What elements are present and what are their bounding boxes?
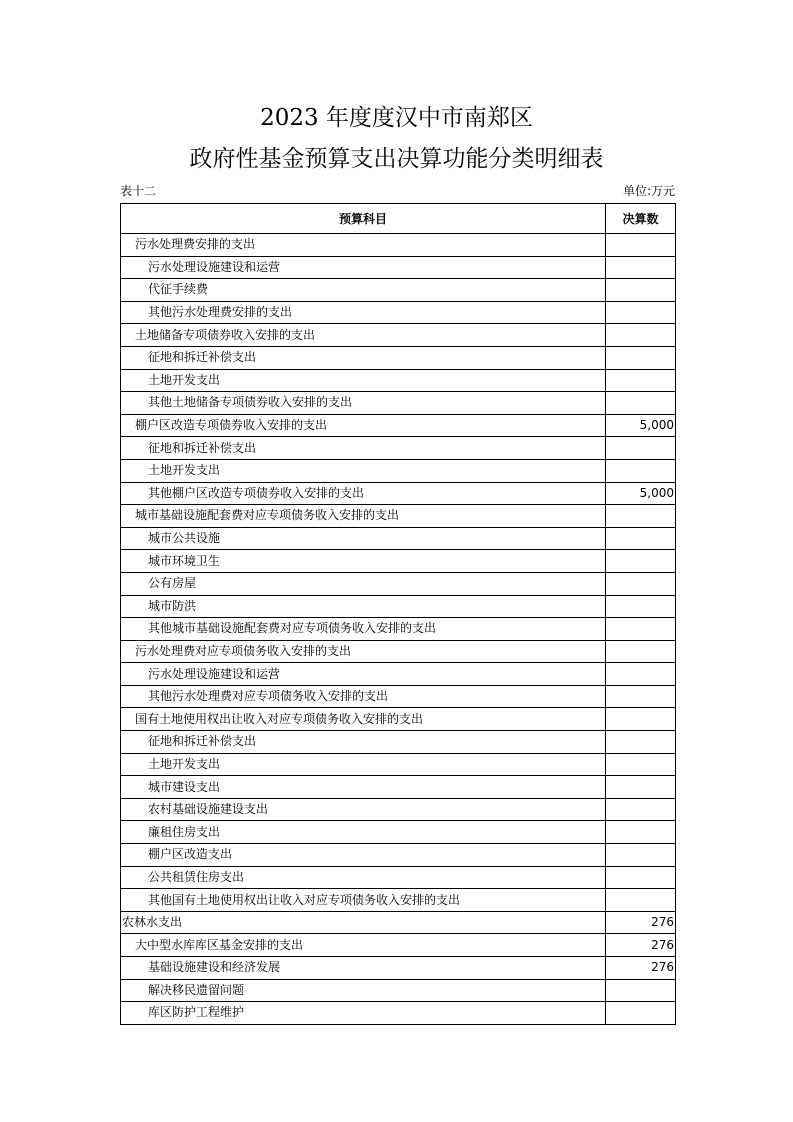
row-amount <box>606 459 676 482</box>
row-amount <box>606 437 676 460</box>
row-item-name: 其他污水处理费对应专项债务收入安排的支出 <box>121 685 606 708</box>
table-row <box>121 866 676 889</box>
row-item-name: 公共租赁住房支出 <box>121 866 606 889</box>
row-amount <box>606 595 676 618</box>
row-item-name: 土地储备专项债券收入安排的支出 <box>121 324 606 347</box>
table-row <box>121 234 676 257</box>
row-item-name: 代征手续费 <box>121 279 606 302</box>
table-row <box>121 708 676 731</box>
row-item-name: 城市公共设施 <box>121 527 606 550</box>
table-header-row <box>121 204 676 234</box>
row-amount <box>606 369 676 392</box>
row-amount <box>606 256 676 279</box>
row-item-name: 其他污水处理费安排的支出 <box>121 301 606 324</box>
row-amount <box>606 979 676 1002</box>
row-item-name: 征地和拆迁补偿支出 <box>121 437 606 460</box>
table-row <box>121 979 676 1002</box>
budget-table <box>120 203 676 1025</box>
row-item-name: 解决移民遗留问题 <box>121 979 606 1002</box>
table-row <box>121 776 676 799</box>
row-item-name: 库区防护工程维护 <box>121 1002 606 1025</box>
table-number: 表十二 <box>120 184 157 198</box>
row-amount <box>606 798 676 821</box>
row-item-name: 棚户区改造支出 <box>121 844 606 867</box>
row-amount <box>606 392 676 415</box>
table-row <box>121 685 676 708</box>
table-row <box>121 550 676 573</box>
document-title-line1: 2023 年度度汉中市南郑区 <box>260 105 533 131</box>
row-item-name: 征地和拆迁补偿支出 <box>121 731 606 754</box>
row-amount <box>606 866 676 889</box>
row-amount <box>606 618 676 641</box>
row-item-name: 大中型水库库区基金安排的支出 <box>121 934 606 957</box>
row-item-name: 其他城市基础设施配套费对应专项债务收入安排的支出 <box>121 618 606 641</box>
row-item-name: 污水处理费对应专项债务收入安排的支出 <box>121 640 606 663</box>
row-item-name: 污水处理费安排的支出 <box>121 234 606 257</box>
row-amount <box>606 685 676 708</box>
document-title-line2: 政府性基金预算支出决算功能分类明细表 <box>189 146 604 172</box>
row-amount <box>606 640 676 663</box>
row-item-name: 其他棚户区改造专项债券收入安排的支出 <box>121 482 606 505</box>
row-amount <box>606 301 676 324</box>
table-row <box>121 505 676 528</box>
header-amount: 决算数 <box>606 204 676 234</box>
table-row <box>121 753 676 776</box>
table-row <box>121 459 676 482</box>
table-row <box>121 618 676 641</box>
table-row <box>121 640 676 663</box>
row-item-name: 农村基础设施建设支出 <box>121 798 606 821</box>
row-amount: 276 <box>606 934 676 957</box>
row-amount: 5,000 <box>606 414 676 437</box>
row-amount <box>606 1002 676 1025</box>
row-item-name: 污水处理设施建设和运营 <box>121 256 606 279</box>
table-row <box>121 414 676 437</box>
row-amount <box>606 663 676 686</box>
table-row <box>121 957 676 980</box>
row-amount <box>606 527 676 550</box>
row-amount <box>606 821 676 844</box>
row-item-name: 城市建设支出 <box>121 776 606 799</box>
table-row <box>121 437 676 460</box>
table-row <box>121 663 676 686</box>
table-row <box>121 301 676 324</box>
table-row <box>121 731 676 754</box>
row-item-name: 基础设施建设和经济发展 <box>121 957 606 980</box>
row-item-name: 城市环境卫生 <box>121 550 606 573</box>
row-item-name: 土地开发支出 <box>121 459 606 482</box>
table-row <box>121 798 676 821</box>
row-item-name: 土地开发支出 <box>121 369 606 392</box>
table-row <box>121 482 676 505</box>
row-amount <box>606 776 676 799</box>
table-row <box>121 279 676 302</box>
header-item: 预算科目 <box>121 204 606 234</box>
table-row <box>121 1002 676 1025</box>
table-row <box>121 934 676 957</box>
row-item-name: 污水处理设施建设和运营 <box>121 663 606 686</box>
row-item-name: 征地和拆迁补偿支出 <box>121 346 606 369</box>
row-amount <box>606 731 676 754</box>
row-amount <box>606 234 676 257</box>
row-amount: 276 <box>606 911 676 934</box>
row-amount <box>606 572 676 595</box>
row-item-name: 其他土地储备专项债券收入安排的支出 <box>121 392 606 415</box>
row-item-name: 土地开发支出 <box>121 753 606 776</box>
row-amount: 5,000 <box>606 482 676 505</box>
row-item-name: 公有房屋 <box>121 572 606 595</box>
row-item-name: 其他国有土地使用权出让收入对应专项债务收入安排的支出 <box>121 889 606 912</box>
row-amount <box>606 550 676 573</box>
row-item-name: 棚户区改造专项债券收入安排的支出 <box>121 414 606 437</box>
table-row <box>121 392 676 415</box>
table-row <box>121 369 676 392</box>
table-row <box>121 595 676 618</box>
row-amount <box>606 346 676 369</box>
row-item-name: 城市防洪 <box>121 595 606 618</box>
row-item-name: 城市基础设施配套费对应专项债务收入安排的支出 <box>121 505 606 528</box>
row-item-name: 廉租住房支出 <box>121 821 606 844</box>
table-row <box>121 844 676 867</box>
row-amount <box>606 279 676 302</box>
unit-label: 单位:万元 <box>622 184 675 198</box>
table-row <box>121 346 676 369</box>
row-amount: 276 <box>606 957 676 980</box>
table-row <box>121 256 676 279</box>
row-item-name: 国有土地使用权出让收入对应专项债务收入安排的支出 <box>121 708 606 731</box>
table-row <box>121 911 676 934</box>
row-amount <box>606 844 676 867</box>
table-row <box>121 821 676 844</box>
row-amount <box>606 324 676 347</box>
row-amount <box>606 889 676 912</box>
table-row <box>121 889 676 912</box>
table-row <box>121 324 676 347</box>
table-row <box>121 572 676 595</box>
row-item-name: 农林水支出 <box>121 911 606 934</box>
row-amount <box>606 505 676 528</box>
row-amount <box>606 708 676 731</box>
row-amount <box>606 753 676 776</box>
table-row <box>121 527 676 550</box>
